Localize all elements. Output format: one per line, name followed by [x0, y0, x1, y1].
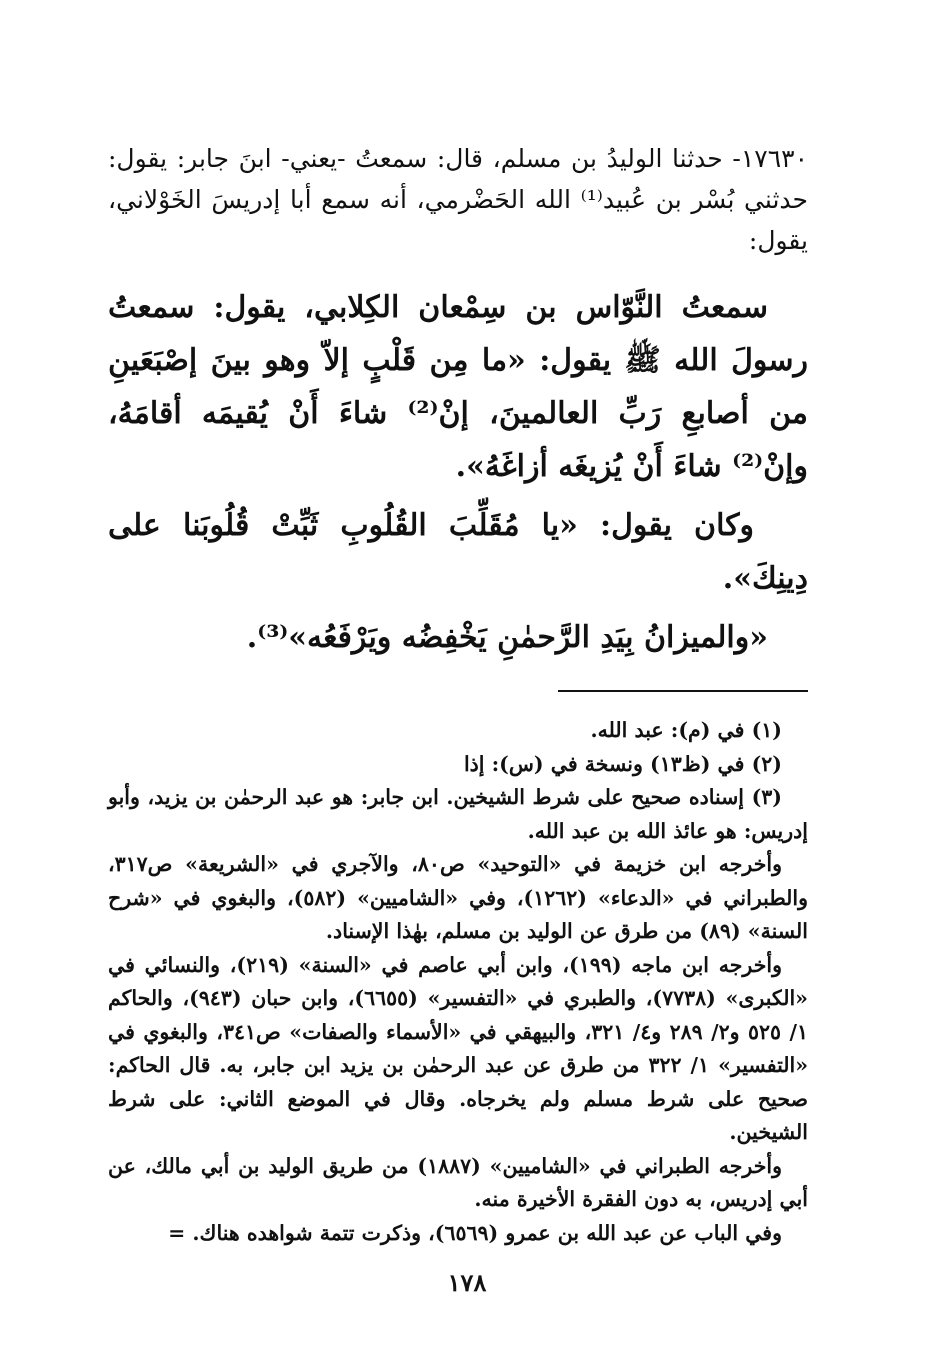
page-body	[108, 138, 808, 1250]
footnote-paragraph-3: وأخرجه الطبراني في «الشاميين» (١٨٨٧) من طريق الوليد بن أبي مالك، عن أبي إدريس، به دون الفقرة الأخيرة منه.	[108, 1153, 808, 1211]
hadith-matn-3: «والميزانُ بِيَدِ الرَّحمٰنِ يَخْفِضُه ويَرْفَعُه»⁽³⁾.	[246, 620, 768, 655]
footnote-paragraph-2: وأخرجه ابن ماجه (١٩٩)، وابن أبي عاصم في «السنة» (٢١٩)، والنسائي في «الكبرى» (٧٧٣٨)، والطبري في «التفسير» (٦٦٥٥)، وابن حبان (٩٤٣)، والحاكم ١/ ٥٢٥ و٢/ ٢٨٩ و٤/ ٣٢١، والبيهقي في «الأسماء والصفات» ص٣٤١، والبغوي في «التفسير» ١/ ٣٢٢ من طرق عن عبد الرحمٰن بن يزيد ابن جابر، به. قال الحاكم: صحيح على شرط مسلم ولم يخرجاه. وقال في الموضع الثاني: على شرط الشيخين.	[108, 952, 809, 1144]
footnote-paragraph-4: وفي الباب عن عبد الله بن عمرو (٦٥٦٩)، وذكرت تتمة شواهده هناك. =	[168, 1220, 782, 1245]
footnote-paragraph-1: وأخرجه ابن خزيمة في «التوحيد» ص٨٠، والآجري في «الشريعة» ص٣١٧، والطبراني في «الدعاء» (١٢٦٢)، وفي «الشاميين» (٥٨٢)، والبغوي في «شرح السنة» (٨٩) من طرق عن الوليد بن مسلم، بهٰذا الإسناد.	[108, 852, 808, 943]
hadith-matn-1: سمعتُ النَّوّاس بن سِمْعان الكِلابي، يقول: سمعتُ رسولَ الله ﷺ يقول: «ما مِن قَلْبٍ إلاّ وهو بينَ إصْبَعَينِ من أصابعِ رَبِّ العالمينَ، إنْ⁽²⁾ شاءَ أَنْ يُقيمَه أقامَهُ، وإنْ⁽²⁾ شاءَ أَنْ يُزيغَه أزاغَهُ».	[108, 290, 808, 484]
page-number: ١٧٨	[447, 1268, 487, 1297]
hadith-matn-2: وكان يقول: «يا مُقَلِّبَ القُلُوبِ ثَبِّتْ قُلُوبَنا على دِينِكَ».	[108, 508, 808, 596]
footnote-divider	[558, 690, 808, 692]
hadith-isnad: ١٧٦٣٠- حدثنا الوليدُ بن مسلم، قال: سمعتُ -يعني- ابنَ جابر: يقول: حدثني بُسْر بن عُبيد⁽¹⁾ الله الحَضْرمي، أنه سمع أبا إدريسَ الخَوْلاني، يقول:	[108, 144, 808, 255]
footnote-3: (٣) إسناده صحيح على شرط الشيخين. ابن جابر: هو عبد الرحمٰن بن يزيد، وأبو إدريس: هو عائذ الله بن عبد الله.	[108, 785, 808, 843]
footnote-1: (١) في (م): عبد الله.	[590, 718, 782, 742]
footnote-2: (٢) في (ظ١٣) ونسخة في (س): إذا	[463, 751, 782, 776]
